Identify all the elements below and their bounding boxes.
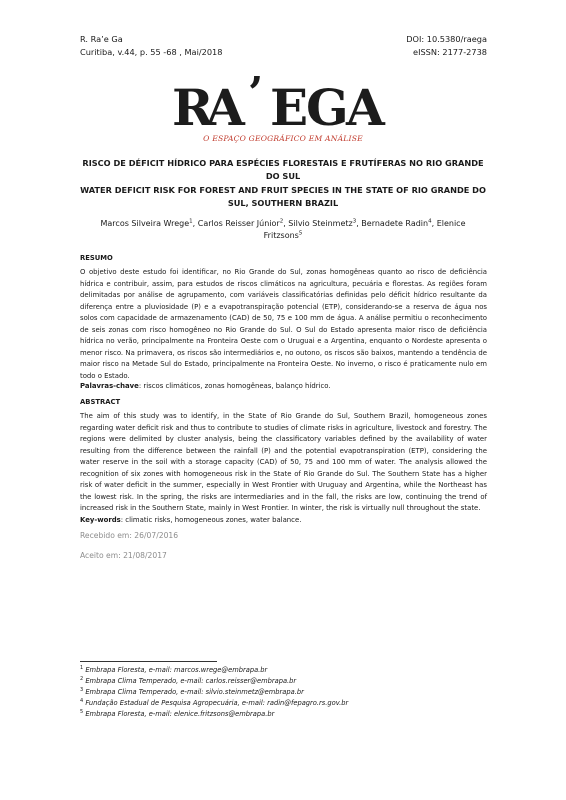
doi[interactable]: DOI: 10.5380/raega bbox=[406, 34, 487, 44]
logo-letter: R bbox=[172, 78, 213, 137]
resumo-text: O objetivo deste estudo foi identificar, no Rio Grande do Sul, zonas homogêneas quanto ao risco de deficiência hídrica e contribuir, assim, para estudos de riscos climáticos na agricultura, pecuária e florestas. As regiões foram delimitadas por análise de agrupamento, com variáveis classificatórias definidas pelo déficit hídrico resultante da diferença entre a pluviosidade (P) e a evapotranspiração potencial (ETP), considerando-se a reserva de água nos solos com capacidade de armazenamento (CAD) de 50, 75 e 100 mm de água. A análise permitiu o reconhecimento de seis zonas com risco homogêneo no Rio Grande do Sul. O Sul do Estado apresenta maior risco de deficiência hídrica no verão, principalmente na Fronteira Oeste com o Uruguai e a Argentina, enquanto o Nordeste apresenta o menor risco. Na primavera, os riscos são intermediários e, no outono, os riscos são baixos, mantendo a tendência de maior risco na Metade Sul do Estado, principalmente na Fronteira Oeste. No inverno, o risco é praticamente nulo em todo o Estado. bbox=[80, 268, 487, 380]
author-name: Bernadete Radin bbox=[361, 219, 429, 228]
author-affiliation-mark: 5 bbox=[298, 230, 303, 237]
footnote-mark: 2 bbox=[80, 675, 84, 682]
keywords-label: Key-words bbox=[80, 516, 121, 524]
footnote-text: Embrapa Clima Temperado, e-mail: carlos.reisser@embrapa.br bbox=[85, 677, 297, 685]
footnote-text: Embrapa Clima Temperado, e-mail: silvio.steinmetz@embrapa.br bbox=[85, 688, 304, 696]
author-affiliation-mark: 3 bbox=[352, 218, 357, 225]
accepted-date: Aceito em: 21/08/2017 bbox=[80, 551, 167, 560]
footnote bbox=[80, 709, 274, 719]
footnote-mark: 3 bbox=[80, 686, 84, 693]
logo-letter: A bbox=[346, 78, 384, 137]
author-name: Elenice Fritzsons bbox=[263, 219, 466, 240]
author-affiliation-mark: 2 bbox=[279, 218, 284, 225]
footnote bbox=[80, 687, 304, 697]
footnote-text: Embrapa Floresta, e-mail: elenice.fritzsons@embrapa.br bbox=[85, 710, 275, 718]
title-portuguese: RISCO DE DÉFICIT HÍDRICO PARA ESPÉCIES FLORESTAIS E FRUTÍFERAS NO RIO GRANDE DO SUL bbox=[82, 158, 484, 181]
logo-wordmark bbox=[170, 68, 396, 137]
journal-header-right bbox=[406, 33, 487, 59]
logo-letter: G bbox=[306, 78, 348, 137]
footnote-mark: 5 bbox=[80, 708, 84, 715]
logo-letter: E bbox=[270, 78, 308, 137]
footnote-divider bbox=[80, 661, 217, 662]
footnote bbox=[80, 665, 267, 675]
logo-tagline: O ESPAÇO GEOGRÁFICO EM ANÁLISE bbox=[203, 134, 363, 143]
resumo-keywords bbox=[80, 381, 487, 392]
logo-letter: A bbox=[206, 78, 244, 137]
author-affiliation-mark: 1 bbox=[189, 218, 193, 225]
author-list: Marcos Silveira Wrege$^1$, Carlos Reisser Júnior$^2$, Silvio Steinmetz$^3$, Bernadete Radin$^4$, Elenice Fritzsons$^5$ bbox=[100, 218, 466, 240]
author-name: Marcos Silveira Wrege bbox=[100, 219, 190, 228]
footnote-mark: 1 bbox=[80, 664, 84, 671]
author-name: Silvio Steinmetz bbox=[288, 219, 353, 228]
eissn: eISSN: 2177-2738 bbox=[413, 47, 487, 57]
keywords-label: Palavras-chave bbox=[80, 382, 139, 390]
title-english: WATER DEFICIT RISK FOR FOREST AND FRUIT SPECIES IN THE STATE OF RIO GRANDE DO SUL, SOUTHERN BRAZIL bbox=[80, 185, 486, 208]
keywords-text: : riscos climáticos, zonas homogêneas, balanço hídrico. bbox=[138, 382, 331, 390]
author-affiliation-mark: 4 bbox=[428, 218, 432, 225]
journal-logo bbox=[170, 68, 396, 152]
journal-issue: Curitiba, v.44, p. 55 -68 , Mai/2018 bbox=[80, 47, 223, 57]
abstract-heading: ABSTRACT bbox=[80, 398, 121, 406]
journal-header-left bbox=[80, 33, 222, 59]
footnote-text: Fundação Estadual de Pesquisa Agropecuária, e-mail: radin@fepagro.rs.gov.br bbox=[85, 699, 349, 707]
logo-apostrophe: ’ bbox=[248, 68, 263, 119]
author-name: Carlos Reisser Júnior bbox=[197, 219, 280, 228]
footnote-mark: 4 bbox=[80, 697, 84, 704]
abstract-keywords bbox=[80, 515, 487, 526]
resumo-heading: RESUMO bbox=[80, 254, 113, 262]
journal-name: R. Ra’e Ga bbox=[80, 34, 123, 44]
received-date: Recebido em: 26/07/2016 bbox=[80, 531, 179, 540]
footnote bbox=[80, 698, 348, 708]
footnote bbox=[80, 676, 296, 686]
abstract-text: The aim of this study was to identify, in the State of Rio Grande do Sul, Southern Brazil, homogeneous zones regarding water deficit risk and thus to contribute to studies of climate risks in agriculture, livestock and forestry. The regions were delimited by cluster analysis, being the classificatory variables defined by the availability of water resulting from the difference between the rainfall (P) and the potential evapotranspiration (ETP), considering the water reserve in the soil with a storage capacity (CAD) of 50, 75 and 100 mm of water. The analysis allowed the recognition of six zones with homogeneous risk in the State of Rio Grande do Sul. The Southern State has a higher risk of water deficit in the summer, especially in West Frontier with Uruguay and Argentina, while the Northeast has the lowest risk. In the spring, the risks are intermediaries and in the fall, the risks are low, continuing the trend of increased risk in the Southern State, mainly in West Frontier. In winter, the risk is virtually null throughout the state. bbox=[80, 412, 487, 512]
footnote-text: Embrapa Floresta, e-mail: marcos.wrege@embrapa.br bbox=[85, 666, 268, 674]
keywords-text: : climatic risks, homogeneous zones, water balance. bbox=[120, 516, 302, 524]
